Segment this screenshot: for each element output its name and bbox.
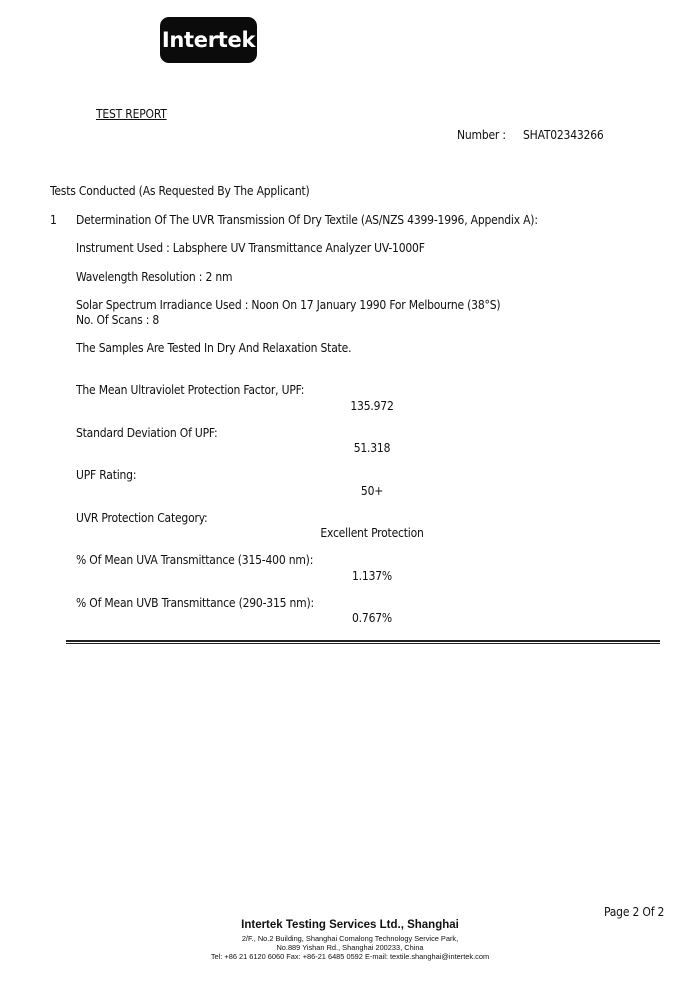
result-label: % Of Mean UVB Transmittance (290-315 nm):: [76, 596, 314, 610]
number-of-scans: No. Of Scans : 8: [76, 313, 160, 327]
report-number-value: SHAT02343266: [523, 128, 604, 142]
intertek-logo: [160, 17, 257, 63]
page-number: Page 2 Of 2: [604, 905, 665, 919]
result-value: 51.318: [353, 441, 391, 455]
instrument-used: Instrument Used : Labsphere UV Transmittance Analyzer UV-1000F: [76, 241, 425, 255]
section-rule-upper: [66, 640, 660, 642]
test-item-title: Determination Of The UVR Transmission Of Dry Textile (AS/NZS 4399-1996, Appendix A):: [76, 213, 538, 227]
report-number-label: Number :: [457, 128, 506, 142]
result-value: 1.137%: [352, 569, 392, 583]
footer-company-name: Intertek Testing Services Ltd., Shanghai: [241, 919, 459, 931]
logo-text: Intertek: [161, 28, 256, 52]
sample-conditions: The Samples Are Tested In Dry And Relaxation State.: [76, 341, 352, 355]
wavelength-resolution: Wavelength Resolution : 2 nm: [76, 270, 233, 284]
footer-address-line1: 2/F., No.2 Building, Shanghai Comalong Technology Service Park,: [241, 934, 459, 943]
report-title: TEST REPORT: [96, 107, 167, 121]
result-label: Standard Deviation Of UPF:: [76, 426, 218, 440]
result-value: 0.767%: [352, 611, 392, 625]
footer-address-line2: No.889 Yishan Rd., Shanghai 200233, China: [276, 943, 424, 952]
result-label: UPF Rating:: [76, 468, 137, 482]
result-value: 50+: [360, 484, 384, 498]
tests-conducted-heading: Tests Conducted (As Requested By The Applicant): [50, 184, 310, 198]
result-label: UVR Protection Category:: [76, 511, 208, 525]
result-label: The Mean Ultraviolet Protection Factor, UPF:: [76, 383, 305, 397]
section-rule-lower: [66, 643, 660, 644]
footer-contact: Tel: +86 21 6120 6060 Fax: +86-21 6485 0592 E-mail: textile.shanghai@intertek.com: [210, 952, 490, 961]
solar-spectrum-irradiance: Solar Spectrum Irradiance Used : Noon On 17 January 1990 For Melbourne (38°S): [76, 298, 501, 312]
test-item-number: 1: [50, 213, 57, 227]
result-value: Excellent Protection: [320, 526, 424, 540]
result-value: 135.972: [350, 399, 394, 413]
result-label: % Of Mean UVA Transmittance (315-400 nm):: [76, 553, 314, 567]
